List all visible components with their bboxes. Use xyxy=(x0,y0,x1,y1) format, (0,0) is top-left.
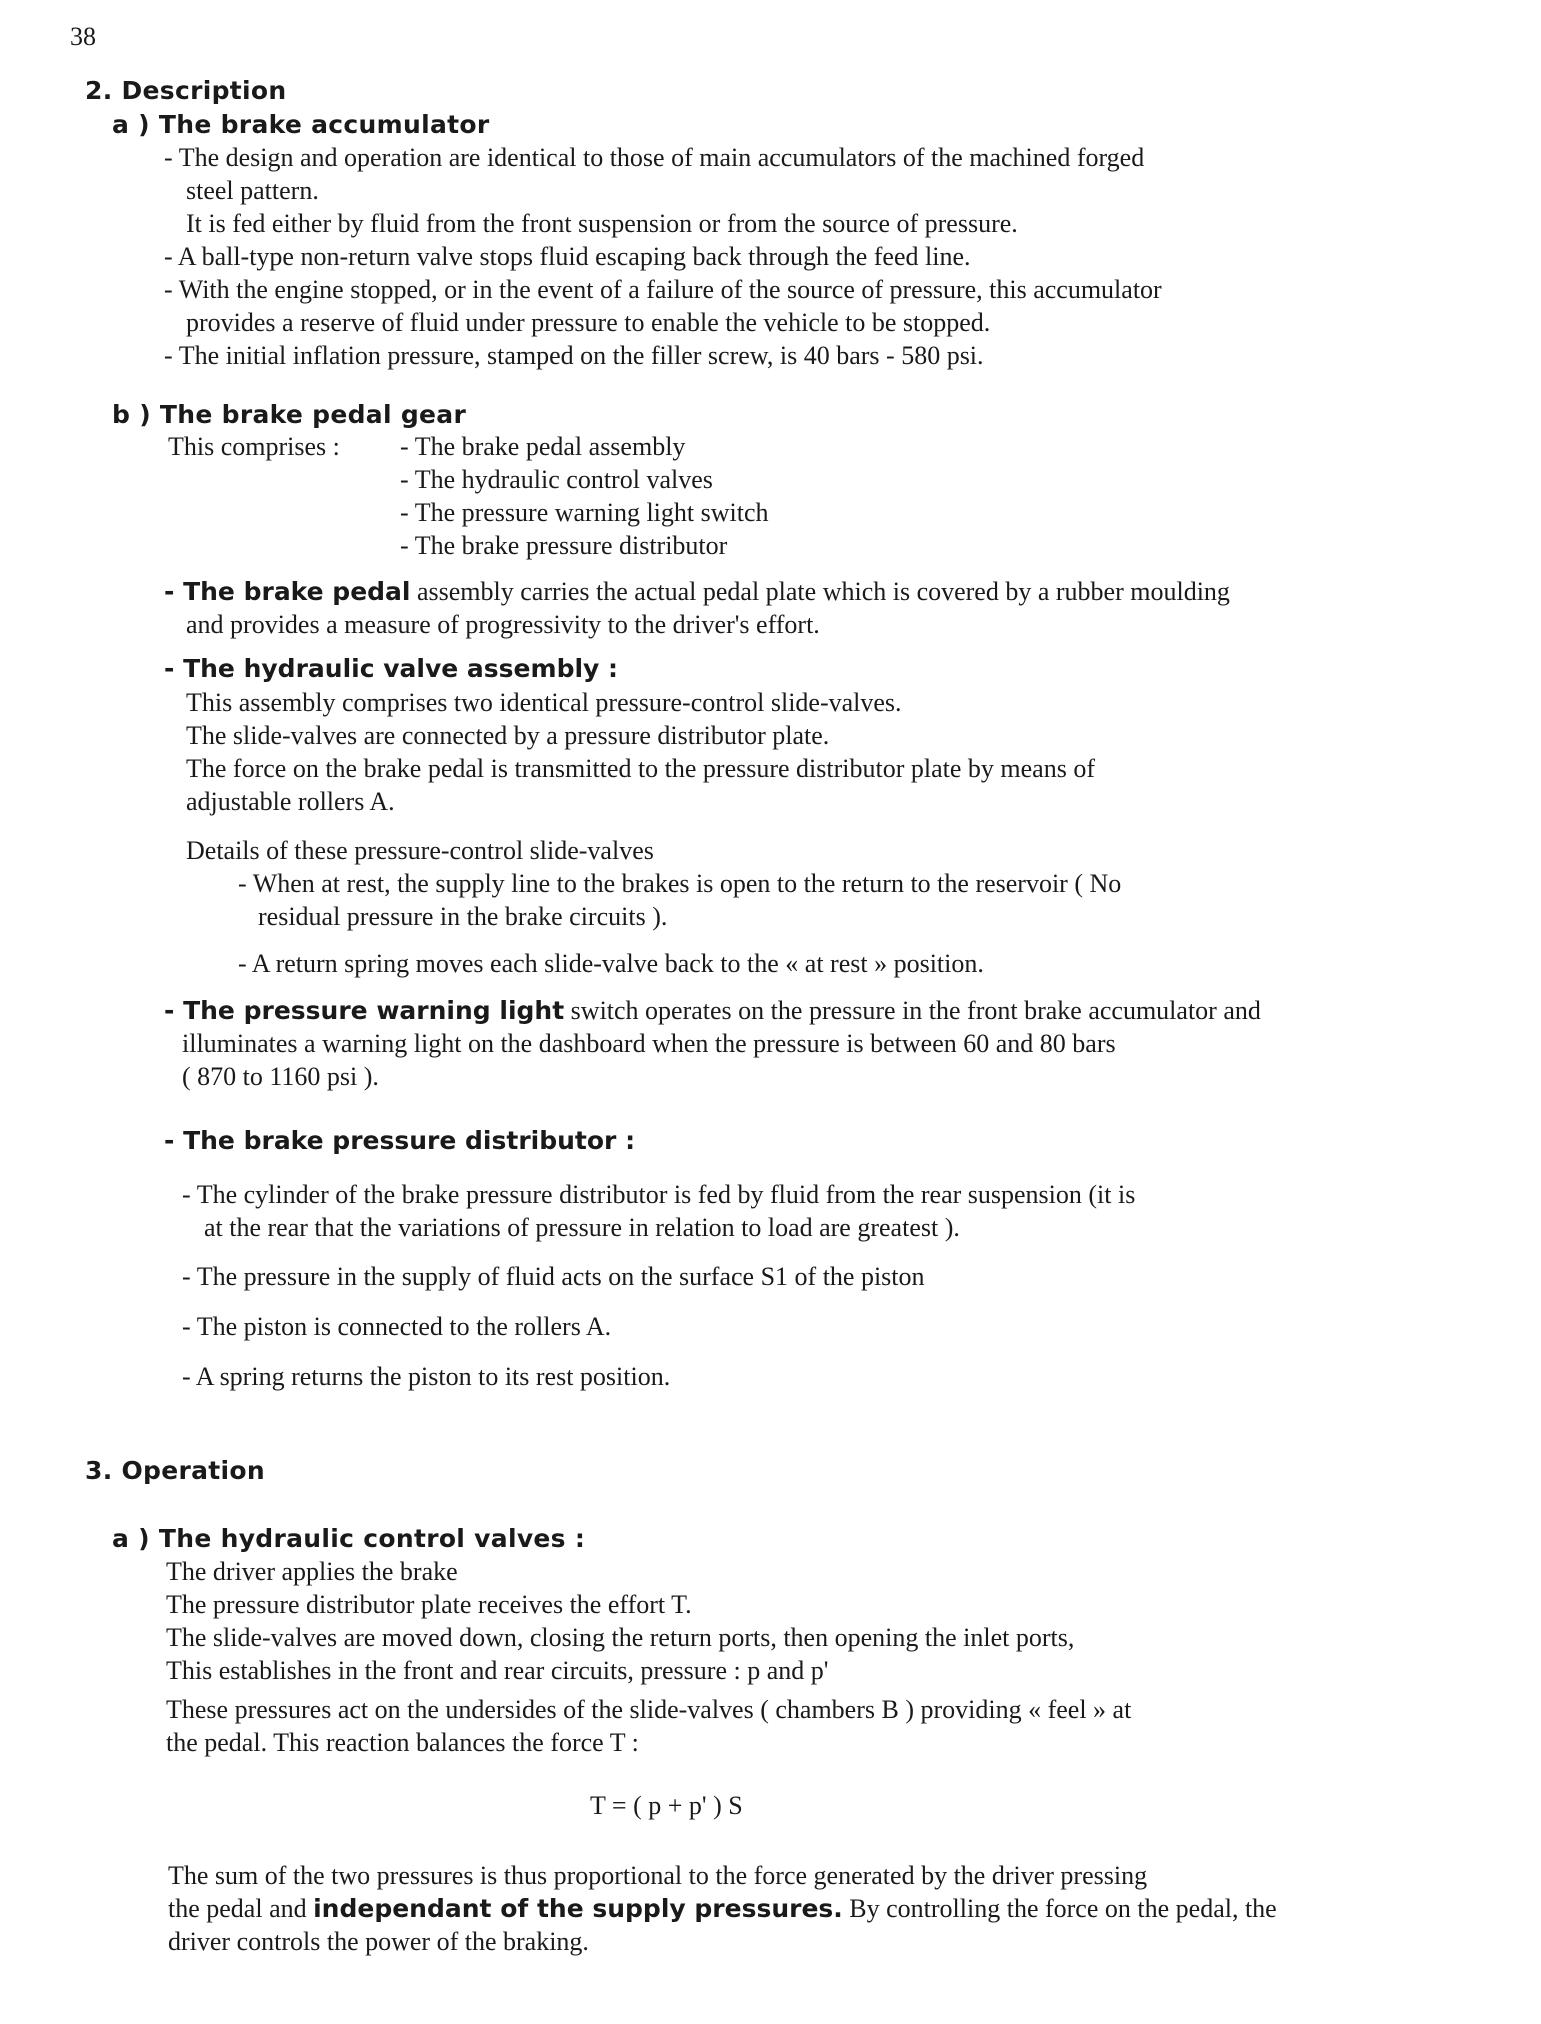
list-item: - The hydraulic control valves xyxy=(400,465,713,494)
brake-pedal-lead: - The brake pedal xyxy=(164,577,411,606)
distributor-heading: - The brake pressure distributor : xyxy=(164,1126,636,1155)
text-line: adjustable rollers A. xyxy=(186,787,395,816)
list-item: - The brake pedal assembly xyxy=(400,432,686,461)
text-line: and provides a measure of progressivity to the driver's effort. xyxy=(186,610,820,639)
text-line: - The design and operation are identical to those of main accumulators of the machined forged xyxy=(164,143,1145,172)
text-line: ( 870 to 1160 psi ). xyxy=(182,1062,379,1091)
emphasis-supply-pressures: independant of the supply pressures. xyxy=(313,1894,843,1923)
list-item: - The pressure warning light switch xyxy=(400,498,769,527)
text-line: - A ball-type non-return valve stops fluid escaping back through the feed line. xyxy=(164,242,971,271)
text-line: The force on the brake pedal is transmitted to the pressure distributor plate by means of xyxy=(186,754,1095,783)
text-line: This establishes in the front and rear circuits, pressure : p and p' xyxy=(166,1656,829,1685)
text-line: By controlling the force on the pedal, the xyxy=(842,1894,1277,1923)
operation-conclusion xyxy=(168,1859,1277,1958)
text-line: The pressure distributor plate receives the effort T. xyxy=(166,1590,692,1619)
accumulator-text xyxy=(164,141,1162,372)
subheading-brake-accumulator: a ) The brake accumulator xyxy=(112,110,490,139)
text-line: driver controls the power of the braking. xyxy=(168,1927,589,1956)
text-line: It is fed either by fluid from the front suspension or from the source of pressure. xyxy=(186,209,1018,238)
text-line: switch operates on the pressure in the front brake accumulator and xyxy=(564,996,1261,1025)
text-line: illuminates a warning light on the dashboard when the pressure is between 60 and 80 bars xyxy=(182,1029,1116,1058)
pedal-gear-list xyxy=(400,430,769,562)
text-line: These pressures act on the undersides of the slide-valves ( chambers B ) providing « feel » at xyxy=(166,1695,1132,1724)
text-line: residual pressure in the brake circuits ). xyxy=(258,902,668,931)
hydraulic-valve-heading: - The hydraulic valve assembly : xyxy=(164,654,619,683)
hydraulic-valve-text xyxy=(186,686,1095,818)
text-line: This assembly comprises two identical pressure-control slide-valves. xyxy=(186,688,902,717)
text-line: The sum of the two pressures is thus proportional to the force generated by the driver pressing xyxy=(168,1861,1148,1890)
text-line: The slide-valves are moved down, closing the return ports, then opening the inlet ports, xyxy=(166,1623,1075,1652)
text-line: - The cylinder of the brake pressure distributor is fed by fluid from the rear suspension (it is xyxy=(182,1180,1136,1209)
subheading-brake-pedal-gear: b ) The brake pedal gear xyxy=(112,400,467,429)
distributor-text xyxy=(182,1178,1135,1393)
warning-light-paragraph xyxy=(164,994,1261,1093)
section-heading-operation: 3. Operation xyxy=(85,1456,265,1485)
warning-light-lead: - The pressure warning light xyxy=(164,996,565,1025)
formula: T = ( p + p' ) S xyxy=(590,1791,743,1820)
slide-valve-details xyxy=(186,834,1121,980)
text-line: - With the engine stopped, or in the event of a failure of the source of pressure, this accumulator xyxy=(164,275,1162,304)
operation-text xyxy=(166,1555,1131,1759)
subheading-hydraulic-control-valves: a ) The hydraulic control valves : xyxy=(112,1524,586,1553)
text-line: provides a reserve of fluid under pressure to enable the vehicle to be stopped. xyxy=(186,308,991,337)
text-line: The driver applies the brake xyxy=(166,1557,458,1586)
text-line: - A return spring moves each slide-valve back to the « at rest » position. xyxy=(238,949,984,978)
section-heading-description: 2. Description xyxy=(85,76,287,105)
text-line: steel pattern. xyxy=(186,176,319,205)
text-line: - When at rest, the supply line to the brakes is open to the return to the reservoir ( No xyxy=(238,869,1122,898)
text-line: - The piston is connected to the rollers A. xyxy=(182,1312,612,1341)
list-item: - The brake pressure distributor xyxy=(400,531,728,560)
text-line: the pedal and xyxy=(168,1894,314,1923)
text-line: The slide-valves are connected by a pressure distributor plate. xyxy=(186,721,830,750)
pedal-gear-intro: This comprises : xyxy=(168,432,340,461)
text-line: - The pressure in the supply of fluid acts on the surface S1 of the piston xyxy=(182,1262,925,1291)
text-line: - The initial inflation pressure, stamped on the filler screw, is 40 bars - 580 psi. xyxy=(164,341,984,370)
brake-pedal-paragraph xyxy=(164,575,1230,641)
text-line: at the rear that the variations of pressure in relation to load are greatest ). xyxy=(204,1213,960,1242)
text-line: - A spring returns the piston to its rest position. xyxy=(182,1362,671,1391)
text-line: assembly carries the actual pedal plate which is covered by a rubber moulding xyxy=(410,577,1230,606)
page-number: 38 xyxy=(70,22,96,51)
text-line: Details of these pressure-control slide-valves xyxy=(186,836,654,865)
text-line: the pedal. This reaction balances the force T : xyxy=(166,1728,639,1757)
